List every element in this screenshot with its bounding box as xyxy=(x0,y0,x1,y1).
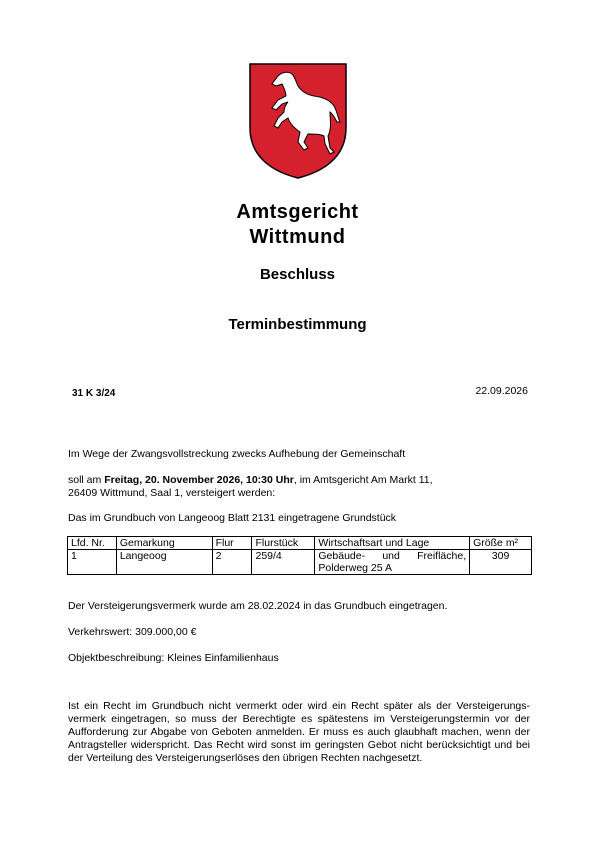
wa-word3: Freifläche, xyxy=(417,550,467,562)
case-number: 31 K 3/24 xyxy=(72,388,116,399)
table-row xyxy=(68,550,532,575)
document-type: Beschluss xyxy=(259,266,336,283)
property-table xyxy=(67,536,532,575)
termin-datetime: Freitag, 20. November 2026, 10:30 Uhr xyxy=(104,474,294,486)
termin-paragraph xyxy=(68,474,468,499)
vermerk-paragraph: Der Versteigerungsvermerk wurde am 28.02.2024 in das Grundbuch eingetragen. xyxy=(68,600,448,612)
cell-flurstueck: 259/4 xyxy=(252,550,315,575)
col-header-flurstueck: Flurstück xyxy=(252,537,315,550)
court-name-line2: Wittmund xyxy=(249,226,346,248)
termin-prefix: soll am xyxy=(68,474,105,486)
col-header-lfd: Lfd. Nr. xyxy=(68,537,117,550)
wa-word1: Gebäude- xyxy=(318,550,366,562)
termin-location: 26409 Wittmund, Saal 1, versteigert werden: xyxy=(68,486,276,499)
document-date: 22.09.2026 xyxy=(475,385,528,397)
cell-lfd: 1 xyxy=(68,550,117,575)
grundbuch-paragraph: Das im Grundbuch von Langeoog Blatt 2131 eingetragene Grundstück xyxy=(68,512,397,524)
verkehrswert-paragraph: Verkehrswert: 309.000,00 € xyxy=(68,626,197,638)
document-subject: Terminbestimmung xyxy=(228,316,367,333)
col-header-groesse: Größe m² xyxy=(470,537,532,550)
coat-of-arms-icon xyxy=(248,62,348,180)
wa-word2: und xyxy=(382,550,400,562)
col-header-wirtschaftsart: Wirtschaftsart und Lage xyxy=(315,537,470,550)
hinweis-paragraph: Ist ein Recht im Grundbuch nicht vermerkt oder wird ein Recht später als der Versteigerungs-vermerk eingetragen, so muss der Berechtigte es spätestens im Versteigerungstermin vor der Aufforderung zur Abgabe von Geboten anmelden. Er muss es auch glaubhaft machen, wenn der Antragsteller widerspricht. Das Recht wird sonst im geringsten Gebot nicht berücksichtigt und bei der Verteilung des Versteigerungserlöses den übrigen Rechten nachgesetzt. xyxy=(68,700,530,764)
cell-gemarkung: Langeoog xyxy=(116,550,212,575)
col-header-gemarkung: Gemarkung xyxy=(116,537,212,550)
termin-suffix: , im Amtsgericht Am Markt 11, xyxy=(293,474,433,486)
intro-paragraph: Im Wege der Zwangsvollstreckung zwecks Aufhebung der Gemeinschaft xyxy=(68,448,406,460)
cell-groesse: 309 xyxy=(470,550,532,575)
wa-address: Polderweg 25 A xyxy=(318,562,392,574)
court-name-line1: Amtsgericht xyxy=(236,201,359,223)
table-header-row xyxy=(68,537,532,550)
cell-flur: 2 xyxy=(212,550,252,575)
objekt-paragraph: Objektbeschreibung: Kleines Einfamilienhaus xyxy=(68,652,279,664)
col-header-flur: Flur xyxy=(212,537,252,550)
cell-wirtschaftsart xyxy=(315,550,470,575)
